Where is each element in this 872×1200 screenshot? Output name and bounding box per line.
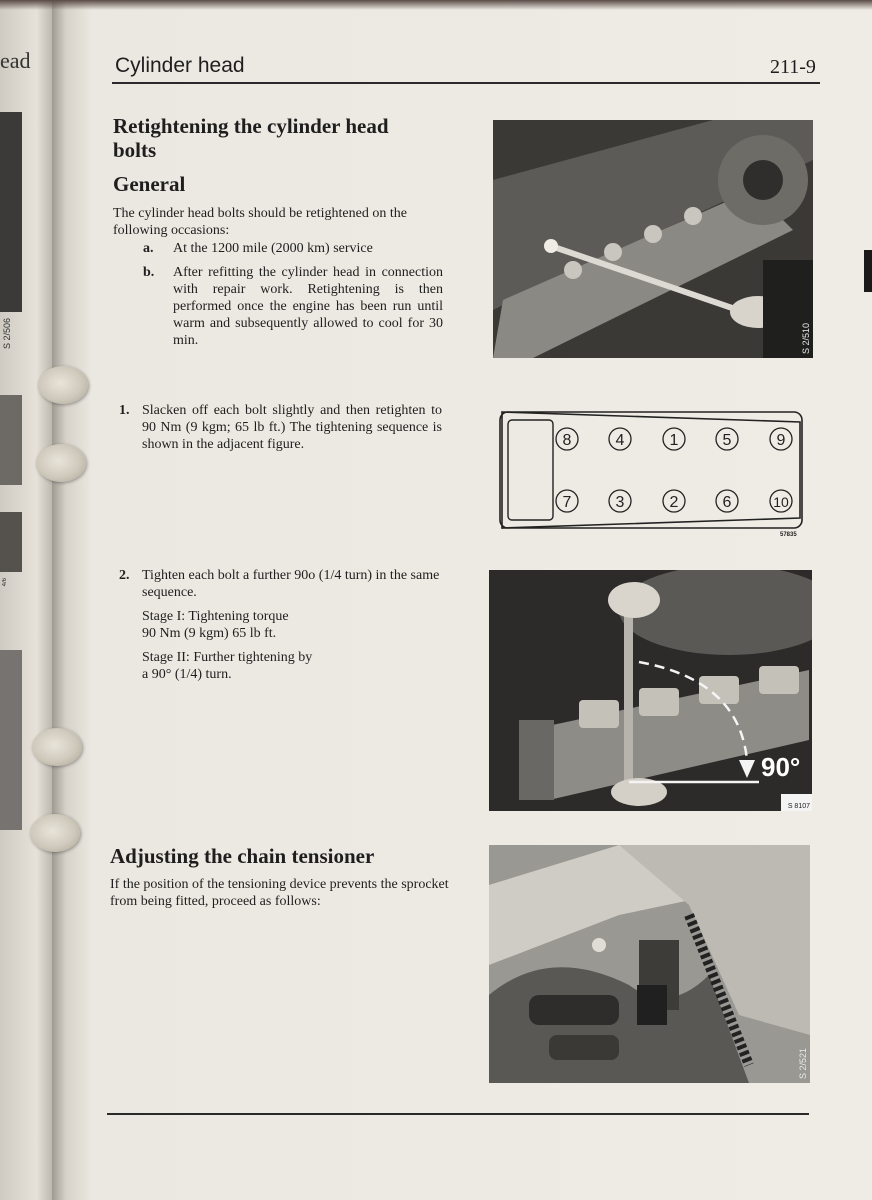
step-text: Tighten each bolt a further 90o (1/4 turn) in the same sequence. — [142, 568, 440, 600]
stage-2 — [142, 649, 312, 683]
photo-torque-wrench — [493, 120, 813, 358]
step-number: 2. — [119, 568, 130, 583]
angle-label: 90° — [761, 752, 801, 782]
photo-code: S 2/521 — [798, 1047, 808, 1079]
running-header-title: Cylinder head — [115, 54, 245, 77]
previous-page-photo — [0, 112, 22, 312]
photo-torque-wrench-image — [493, 120, 813, 358]
bolt-number: 2 — [669, 494, 679, 511]
stage-line: 90 Nm (9 kgm) 65 lb ft. — [142, 626, 277, 641]
scan-top-shadow — [0, 0, 872, 10]
photo-code: S 8107 — [787, 803, 810, 810]
list-marker: a. — [143, 241, 154, 256]
step-number: 1. — [119, 403, 130, 418]
list-marker: b. — [143, 265, 155, 280]
binder-hole-3 — [32, 728, 82, 766]
list-text: At the 1200 mile (2000 km) service — [173, 241, 373, 256]
bolt-number: 10 — [773, 494, 789, 510]
previous-page-edge — [0, 0, 52, 1200]
photo-chain-tensioner-image — [489, 845, 810, 1083]
previous-page-photo-code: S 2/506 — [2, 318, 12, 350]
previous-page-photo-4 — [0, 650, 22, 830]
subheading-general: General — [113, 172, 186, 196]
section-heading: Adjusting the chain tensioner — [110, 844, 375, 868]
binder-hole-1 — [38, 366, 88, 404]
intro-paragraph: The cylinder head bolts should be retightened on the following occasions: — [113, 206, 407, 238]
previous-page-photo-3 — [0, 512, 22, 572]
list-text: After refitting the cylinder head in connection with repair work. Retightening is then performed once the engine has been run until warm and subsequently allowed to cool for 30 min. — [173, 265, 443, 348]
bolt-number: 9 — [776, 432, 786, 449]
previous-page-tab-text: ead — [0, 48, 31, 73]
photo-code: S 2/510 — [801, 322, 811, 354]
section-heading: Retightening the cylinder head bolts — [113, 114, 389, 162]
header-rule — [112, 82, 820, 84]
stage-line: a 90° (1/4) turn. — [142, 667, 232, 682]
stage-1 — [142, 608, 289, 642]
bolt-number: 3 — [615, 494, 625, 511]
stage-line: Stage I: Tightening torque — [142, 609, 289, 624]
step-text: Slacken off each bolt slightly and then retighten to 90 Nm (9 kgm; 65 lb ft.) The tightening sequence is shown in the adjacent figure. — [142, 403, 442, 452]
section-chain-tensioner — [110, 844, 450, 910]
bolt-number: 8 — [562, 432, 572, 449]
photo-angle-tightening — [489, 570, 812, 811]
bolt-number: 1 — [669, 432, 679, 449]
section-paragraph: If the position of the tensioning device prevents the sprocket from being fitted, proceed as follows: — [110, 877, 449, 909]
bolt-sequence-diagram — [496, 408, 808, 532]
page-number: 211-9 — [770, 56, 816, 78]
section-tab-marker — [864, 250, 872, 292]
bolt-number: 5 — [722, 432, 732, 449]
footer-rule — [107, 1113, 809, 1115]
diagram-code: 57835 — [780, 532, 797, 538]
bolt-number: 7 — [562, 494, 572, 511]
previous-page-photo-2 — [0, 395, 22, 485]
binder-hole-4 — [30, 814, 80, 852]
stage-line: Stage II: Further tightening by — [142, 650, 313, 665]
photo-chain-tensioner — [489, 845, 810, 1083]
section-retightening — [113, 114, 433, 239]
bolt-number: 4 — [615, 432, 625, 449]
previous-page-small-code: 4/6 — [2, 578, 8, 587]
bolt-number: 6 — [722, 494, 732, 511]
binder-hole-2 — [36, 444, 86, 482]
